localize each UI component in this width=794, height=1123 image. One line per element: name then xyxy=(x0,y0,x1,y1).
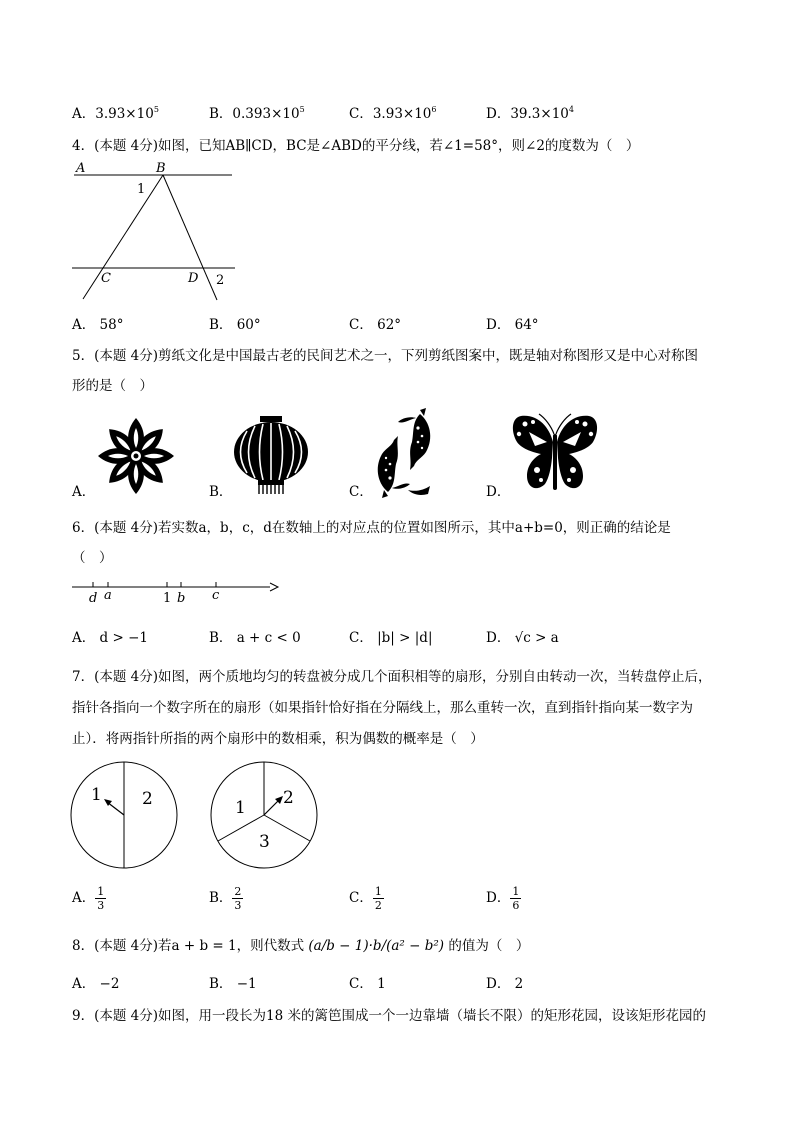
q7-options xyxy=(72,885,772,917)
q8-expression: (a/b − 1)·b/(a² − b²) xyxy=(308,938,445,954)
label-D: D xyxy=(188,271,199,286)
q4-option-c[interactable]: C． 62° xyxy=(349,317,402,333)
label-C: C xyxy=(101,271,111,286)
q4-option-b[interactable]: B． 60° xyxy=(209,317,261,333)
q3-option-c[interactable]: C．$3.93\times 10^6$ xyxy=(349,105,437,122)
label-A: A xyxy=(76,161,86,176)
q7-option-a[interactable]: A． $\frac{1}{3}$ xyxy=(72,885,105,912)
q4-option-d[interactable]: D． 64° xyxy=(486,317,539,333)
q8-option-a[interactable]: A． −2 xyxy=(72,976,120,992)
label-angle-2: 2 xyxy=(216,273,225,288)
spinner1-sector-2: 2 xyxy=(142,789,153,809)
spinner-1 xyxy=(68,760,186,870)
q5-option-a[interactable]: A． xyxy=(72,484,96,500)
q5-stem-line1: 5．(本题 4分)剪纸文化是中国最古老的民间艺术之一，下列剪纸图案中，既是轴对称图形又是中心对称图 xyxy=(72,348,699,364)
q8-options xyxy=(72,972,772,994)
spinner2-sector-1: 1 xyxy=(235,798,246,818)
q8-option-b[interactable]: B． −1 xyxy=(209,976,257,992)
q5-option-c[interactable]: C． xyxy=(349,484,373,500)
q4-figure xyxy=(70,158,240,303)
spinner1-sector-1: 1 xyxy=(91,785,102,805)
number-line xyxy=(70,578,282,606)
q6-option-b[interactable]: B． a + c < 0 xyxy=(209,630,301,646)
q4-options xyxy=(72,313,772,335)
q8-stem: 8．(本题 4分)若a + b = 1，则代数式 (a/b − 1)·b/(a² − b²) 的值为（ ） xyxy=(72,938,530,954)
q7-stem-line1: 7．(本题 4分)如图，两个质地均匀的转盘被分成几个面积相等的扇形，分别自由转动一次，当转盘停止后， xyxy=(72,669,712,685)
label-angle-1: 1 xyxy=(137,182,146,197)
q3-option-b[interactable]: B．$0.393\times 10^5$ xyxy=(209,105,305,122)
axis-label-c: c xyxy=(212,588,220,603)
spinner-2 xyxy=(204,760,322,870)
q5-stem-line2: 形的是（ ） xyxy=(72,378,153,394)
q3-option-d[interactable]: D．$39.3\times 10^4$ xyxy=(486,105,574,122)
q8-option-c[interactable]: C． 1 xyxy=(349,976,386,992)
q6-options xyxy=(72,626,772,648)
q6-stem-line1: 6．(本题 4分)若实数a，b，c，d在数轴上的对应点的位置如图所示，其中a+b=0，则正确的结论是 xyxy=(72,520,671,536)
q5-options xyxy=(72,480,772,502)
spinner2-sector-3: 3 xyxy=(259,832,270,852)
q3-options xyxy=(72,102,772,124)
q4-option-a[interactable]: A． 58° xyxy=(72,317,124,333)
axis-label-d: d xyxy=(89,591,98,606)
q8-option-d[interactable]: D． 2 xyxy=(486,976,524,992)
q7-option-d[interactable]: D． $\frac{1}{6}$ xyxy=(486,885,520,912)
q6-option-d[interactable]: D． √c > a xyxy=(486,630,559,646)
q6-option-a[interactable]: A． d > −1 xyxy=(72,630,148,646)
spinner2-sector-2: 2 xyxy=(283,788,294,808)
q5-option-d[interactable]: D． xyxy=(486,484,511,500)
q6-stem-line2: （ ） xyxy=(72,550,113,566)
q9-stem-line1: 9．(本题 4分)如图，用一段长为18 米的篱笆围成一个一边靠墙（墙长不限）的矩形花园，设该矩形花园的 xyxy=(72,1008,706,1024)
q4-stem: 4．(本题 4分)如图，已知AB∥CD，BC是∠ABD的平分线，若∠1=58°，则∠2的度数为（ ） xyxy=(72,138,640,154)
q7-stem-line3: 止）．将两指针所指的两个扇形中的数相乘，积为偶数的概率是（ ） xyxy=(72,731,484,747)
q7-option-b[interactable]: B． $\frac{2}{3}$ xyxy=(209,885,242,912)
label-B: B xyxy=(156,161,166,176)
q3-option-a[interactable]: A．$3.93\times 10^5$ xyxy=(72,105,159,122)
q7-option-c[interactable]: C． $\frac{1}{2}$ xyxy=(349,885,382,912)
q7-stem-line2: 指针各指向一个数字所在的扇形（如果指针恰好指在分隔线上，那么重转一次，直到指针指向某一数字为 xyxy=(72,700,693,716)
q5-option-b[interactable]: B． xyxy=(209,484,233,500)
axis-label-one: 1 xyxy=(163,591,172,606)
q6-option-c[interactable]: C． |b| > |d| xyxy=(349,630,433,646)
axis-label-a: a xyxy=(104,588,112,603)
axis-label-b: b xyxy=(177,591,186,606)
